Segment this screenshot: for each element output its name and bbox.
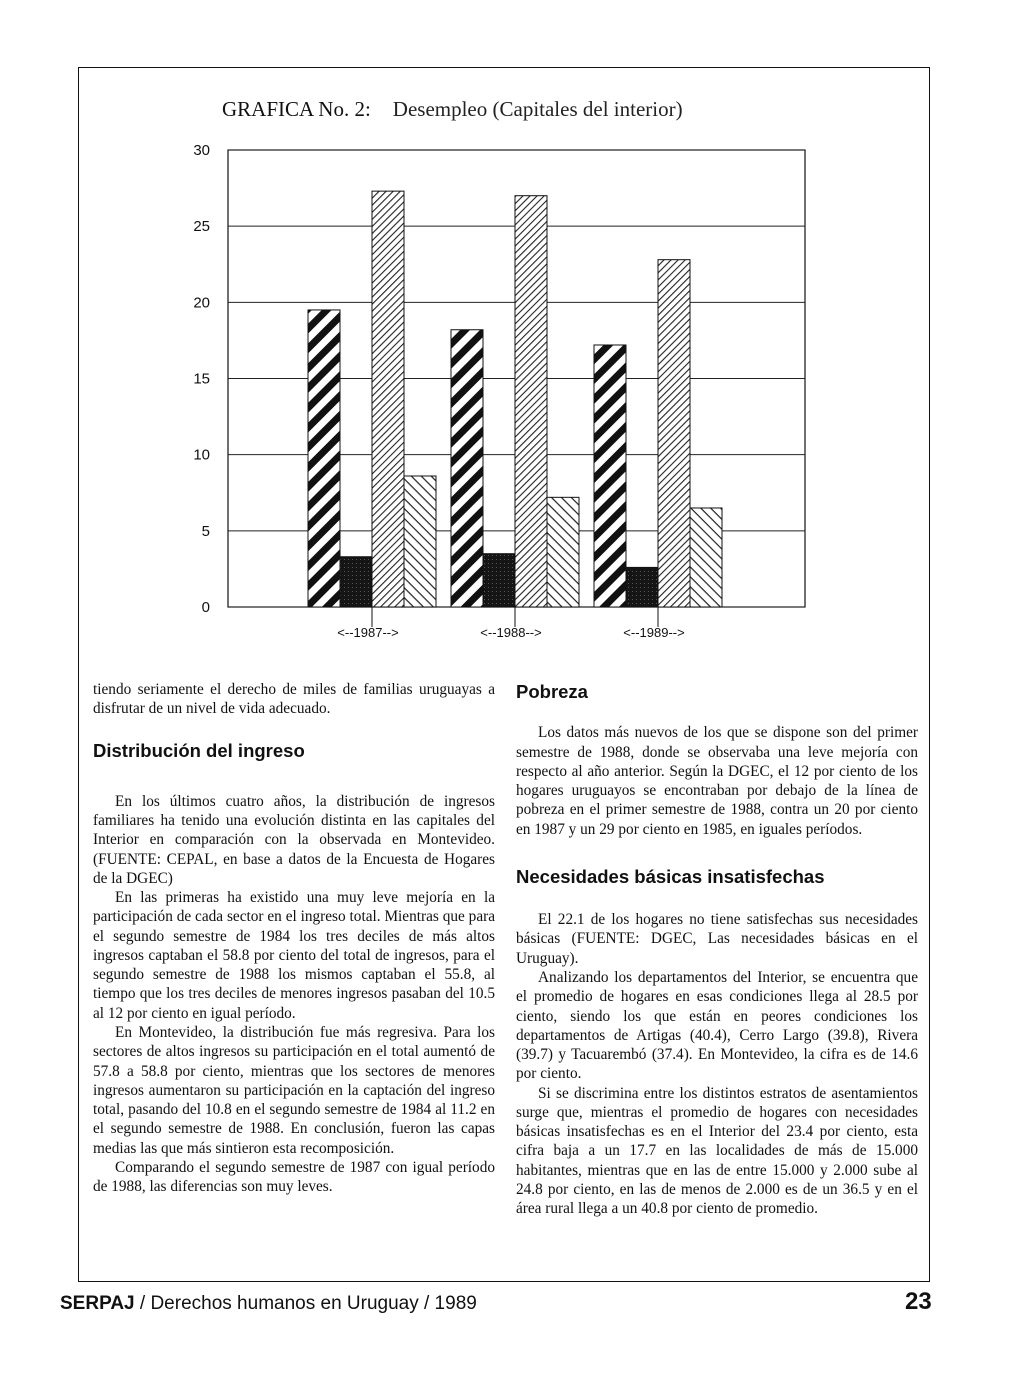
bar-back-diagonal xyxy=(404,476,436,607)
y-tick-label: 25 xyxy=(193,218,210,236)
y-tick-label: 30 xyxy=(193,142,210,159)
left-paragraph-3: En Montevideo, la distribución fue más regresiva. Para los sectores de altos ingresos su participación en el total aumentó de 57.8 a 58.8 por ciento, mientras que los sectores de menores ingresos aumentaron su participación en la captación del ingreso total, pasando del 10.8 en el segundo semestre de 1984 al 11.2 en el segundo semestre de 1988. En conclusión, fueron las capas medias las que más sintieron esta recomposición. xyxy=(93,1024,495,1157)
left-column xyxy=(93,680,495,1196)
y-tick-label: 5 xyxy=(201,522,210,540)
bar-fine-diagonal xyxy=(372,191,404,607)
y-tick-label: 10 xyxy=(193,446,210,464)
footer-text: / Derechos humanos en Uruguay / 1989 xyxy=(134,1293,477,1314)
footer-publication xyxy=(60,1293,477,1315)
heading-necesidades: Necesidades básicas insatisfechas xyxy=(516,865,825,887)
bar-solid xyxy=(483,554,515,607)
y-tick-label: 15 xyxy=(193,370,210,388)
bar-bold-diagonal xyxy=(308,310,340,607)
bar-bold-diagonal xyxy=(594,345,626,607)
pobreza-paragraph: Los datos más nuevos de los que se dispone son del primer semestre de 1988, donde se observaba una leve mejoría con respecto al año anterior. Según la DGEC, el 12 por ciento de los hogares uruguayos se encontraban por debajo de la línea de pobreza en el primer semestre de 1988, contra un 20 por ciento en 1987 y un 29 por ciento en 1985, en iguales períodos. xyxy=(516,724,918,838)
bar-fine-diagonal xyxy=(658,260,690,607)
y-tick-label: 20 xyxy=(193,294,210,312)
bar-solid xyxy=(626,567,658,607)
chart-title xyxy=(222,97,683,122)
left-paragraph-4: Comparando el segundo semestre de 1987 con igual período de 1988, las diferencias son muy leves. xyxy=(93,1158,495,1196)
left-paragraph-2: En las primeras ha existido una muy leve mejoría en la participación de cada sector en el ingreso total. Mientras que para el segundo semestre de 1984 los tres deciles de más altos ingresos captaban el 58.8 por ciento del total de ingresos, para el segundo semestre de 1988 los mismos captaban el 55.8, al tiempo que los tres deciles de menores ingresos pasaban del 10.5 al 12 por ciento en igual período. xyxy=(93,889,495,1022)
nbi-paragraph-2: Analizando los departamentos del Interior, se encuentra que el promedio de hogares en esas condiciones llega al 28.5 por ciento, siendo los que están en peores condiciones los departamentos de Artigas (40.4), Cerro Largo (39.8), Rivera (39.7) y Tacuarembó (37.4). En Montevideo, la cifra es de 14.6 por ciento. xyxy=(516,968,918,1083)
x-category-label: <--1989--> xyxy=(623,625,685,640)
bar-bold-diagonal xyxy=(451,330,483,607)
chart-subtitle: Desempleo (Capitales del interior) xyxy=(392,97,683,121)
unemployment-bar-chart xyxy=(180,135,830,655)
right-column xyxy=(516,680,918,1218)
x-category-label: <--1987--> xyxy=(337,625,399,640)
heading-pobreza: Pobreza xyxy=(516,681,588,702)
left-paragraph-1: En los últimos cuatro años, la distribución de ingresos familiares ha tenido una evolución distinta en las capitales del Interior en comparación con la observada en Montevideo. (FUENTE: CEPAL, en base a datos de la Encuesta de Hogares de la DGEC) xyxy=(93,792,495,887)
page-number: 23 xyxy=(905,1288,932,1315)
bar-back-diagonal xyxy=(690,508,722,607)
nbi-paragraph-1: El 22.1 de los hogares no tiene satisfechas sus necesidades básicas (FUENTE: DGEC, Las necesidades básicas en el Uruguay). xyxy=(516,911,918,967)
intro-paragraph: tiendo seriamente el derecho de miles de familias uruguayas a disfrutar de un nivel de vida adecuado. xyxy=(93,681,495,718)
y-tick-label: 0 xyxy=(201,599,210,616)
bar-back-diagonal xyxy=(547,497,579,607)
bar-fine-diagonal xyxy=(515,196,547,607)
footer-brand: SERPAJ xyxy=(60,1293,135,1314)
heading-distribucion: Distribución del ingreso xyxy=(93,739,305,761)
x-category-label: <--1988--> xyxy=(480,625,542,640)
bar-solid xyxy=(340,557,372,607)
nbi-paragraph-3: Si se discrimina entre los distintos estratos de asentamientos surge que, mientras el promedio de hogares con necesidades básicas insatisfechas es en el Interior del 23.4 por ciento, esta cifra baja a un 17.7 en las localidades de más de 15.000 habitantes, mientras que en las de entre 15.000 y 2.000 sube al 24.8 por ciento, en las de menos de 2.000 es de un 36.5 y en el área rural llega a un 40.8 por ciento de promedio. xyxy=(516,1084,918,1218)
chart-number: GRAFICA No. 2: xyxy=(222,97,371,121)
